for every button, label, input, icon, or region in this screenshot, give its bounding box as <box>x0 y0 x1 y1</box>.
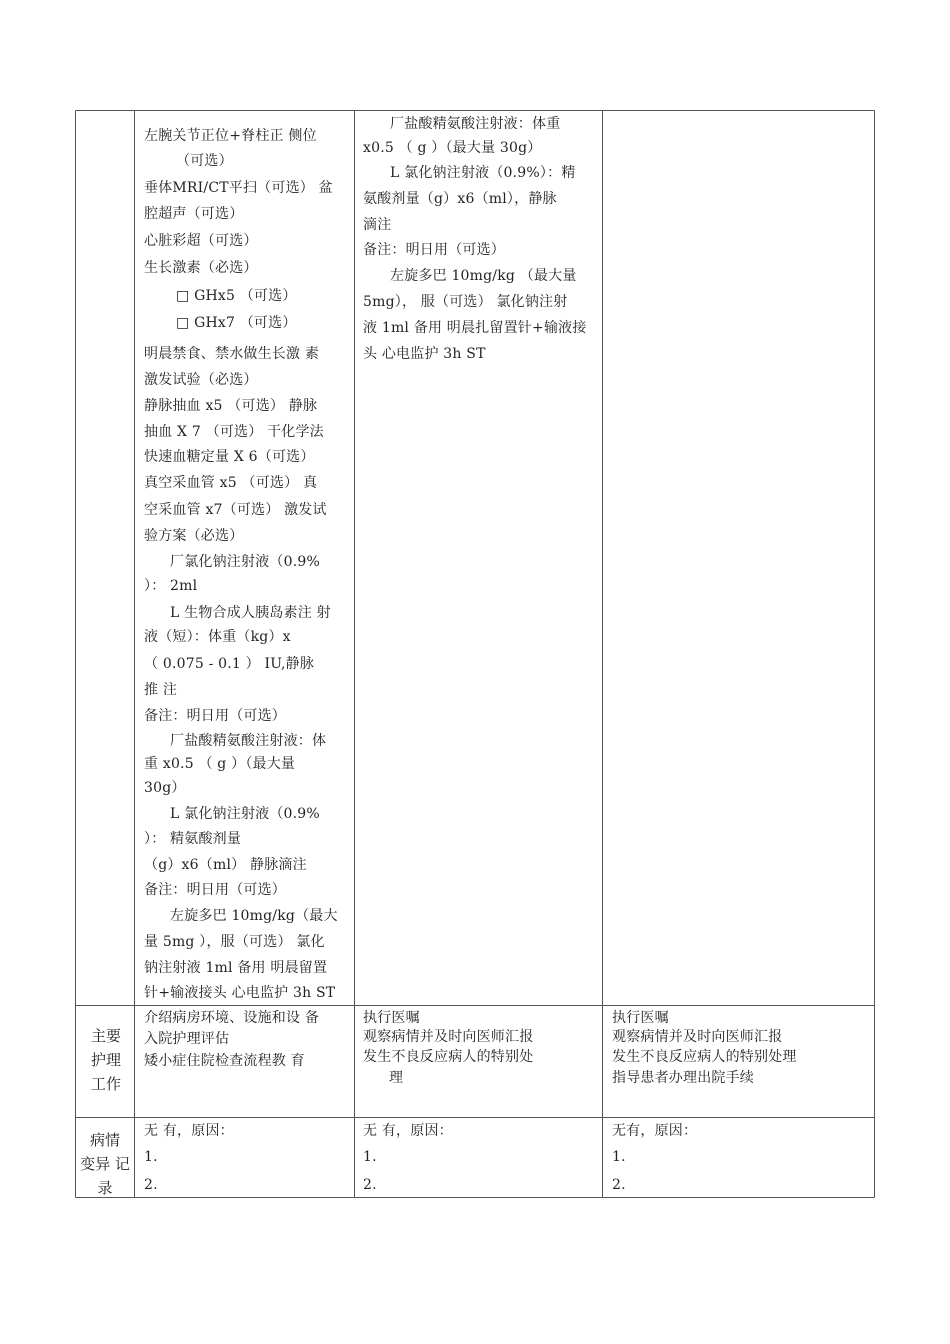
text-line: 腔超声（可选） <box>144 206 244 222</box>
text-line: 推 注 <box>144 682 178 698</box>
text-line: 针+输液接头 心电监护 3h ST <box>144 985 336 1001</box>
text-line: 厂氯化钠注射液（0.9% <box>170 554 320 570</box>
text-line: 执行医嘱 <box>612 1010 669 1026</box>
text-line: （可选） <box>176 153 233 169</box>
text-line: 观察病情并及时向医师汇报 <box>363 1029 534 1045</box>
text-line: L 氯化钠注射液（0.9% <box>170 806 320 822</box>
text-line: （g）x6（ml） 静脉滴注 <box>144 857 307 873</box>
header-line: 病情 <box>89 1131 120 1149</box>
text-line: 厂盐酸精氨酸注射液：体重 <box>390 116 561 132</box>
text-line: 矮小症住院检查流程教 育 <box>144 1053 305 1069</box>
text-line: 静脉抽血 x5 （可选） 静脉 <box>144 398 318 414</box>
text-line: 1. <box>144 1149 158 1165</box>
text-line: □ GHx7 （可选） <box>176 315 297 331</box>
text-line: L 生物合成人胰岛素注 射 <box>170 605 331 621</box>
text-line: 垂体MRI/CT平扫（可选） 盆 <box>144 180 333 196</box>
text-line: 入院护理评估 <box>144 1031 230 1047</box>
text-line: 备注：明日用（可选） <box>363 242 505 258</box>
text-line: 无 有，原因： <box>363 1123 453 1139</box>
text-line: 滴注 <box>363 217 392 233</box>
text-line: 左腕关节正位+脊柱正 侧位 <box>144 128 317 144</box>
text-line: 2. <box>144 1177 158 1193</box>
text-line: 左旋多巴 10mg/kg（最大 <box>170 908 338 924</box>
text-line: 重 x0.5 （ g ）（最大量 <box>144 756 296 772</box>
text-line: 明晨禁食、禁水做生长激 素 <box>144 346 320 362</box>
text-line: 激发试验（必选） <box>144 372 258 388</box>
header-line: 主要 <box>90 1027 121 1045</box>
text-line: ）： 精氨酸剂量 <box>144 831 242 847</box>
text-line: 验方案（必选） <box>144 528 244 544</box>
text-line: 快速血糖定量 X 6（可选） <box>144 449 315 465</box>
text-line: 无有，原因： <box>612 1123 698 1139</box>
text-line: 1. <box>612 1149 626 1165</box>
text-line: 发生不良反应病人的特别处理 <box>612 1049 797 1065</box>
text-line: 液（短）：体重（kg）x <box>144 629 291 645</box>
text-line: x0.5 （ g ）（最大量 30g） <box>363 140 542 156</box>
text-line: 钠注射液 1ml 备用 明晨留置 <box>144 960 328 976</box>
text-line: 量 5mg ），服（可选） 氯化 <box>144 934 325 950</box>
text-line: 液 1ml 备用 明晨扎留置针+输液接 <box>363 320 587 336</box>
text-line: 理 <box>389 1070 404 1086</box>
text-line: 备注：明日用（可选） <box>144 882 286 898</box>
text-line: □ GHx5 （可选） <box>176 288 297 304</box>
text-line: ）： 2ml <box>144 578 198 594</box>
text-line: 5mg）， 服（可选） 氯化钠注射 <box>363 294 568 310</box>
text-line: 执行医嘱 <box>363 1010 420 1026</box>
header-line: 变异 记 <box>80 1155 130 1173</box>
header-line: 护理 <box>90 1051 121 1069</box>
text-line: 真空采血管 x5 （可选） 真 <box>144 475 318 491</box>
text-line: L 氯化钠注射液（0.9%）：精 <box>390 165 576 181</box>
text-line: 心脏彩超（可选） <box>144 233 258 249</box>
header-line: 工作 <box>90 1075 121 1093</box>
text-line: 观察病情并及时向医师汇报 <box>612 1029 783 1045</box>
text-line: 1. <box>363 1149 377 1165</box>
text-line: 介绍病房环境、设施和设 备 <box>144 1010 320 1026</box>
text-line: 左旋多巴 10mg/kg （最大量 <box>390 268 577 284</box>
text-line: 2. <box>363 1177 377 1193</box>
text-line: 2. <box>612 1177 626 1193</box>
text-line: 氨酸剂量（g）x6（ml），静脉 <box>363 191 557 207</box>
text-line: 备注：明日用（可选） <box>144 708 286 724</box>
text-line: 发生不良反应病人的特别处 <box>363 1049 534 1065</box>
text-line: （ 0.075 - 0.1 ） IU,静脉 <box>144 656 315 672</box>
text-line: 厂盐酸精氨酸注射液：体 <box>170 733 327 749</box>
text-line: 抽血 X 7 （可选） 干化学法 <box>144 424 324 440</box>
text-line: 无 有，原因： <box>144 1123 234 1139</box>
text-line: 头 心电监护 3h ST <box>363 346 486 362</box>
text-line: 生长激素（必选） <box>144 260 258 276</box>
text-line: 30g） <box>144 780 186 796</box>
text-line: 指导患者办理出院手续 <box>612 1070 754 1086</box>
header-line: 录 <box>97 1179 113 1197</box>
text-line: 空采血管 x7（可选） 激发试 <box>144 502 327 518</box>
